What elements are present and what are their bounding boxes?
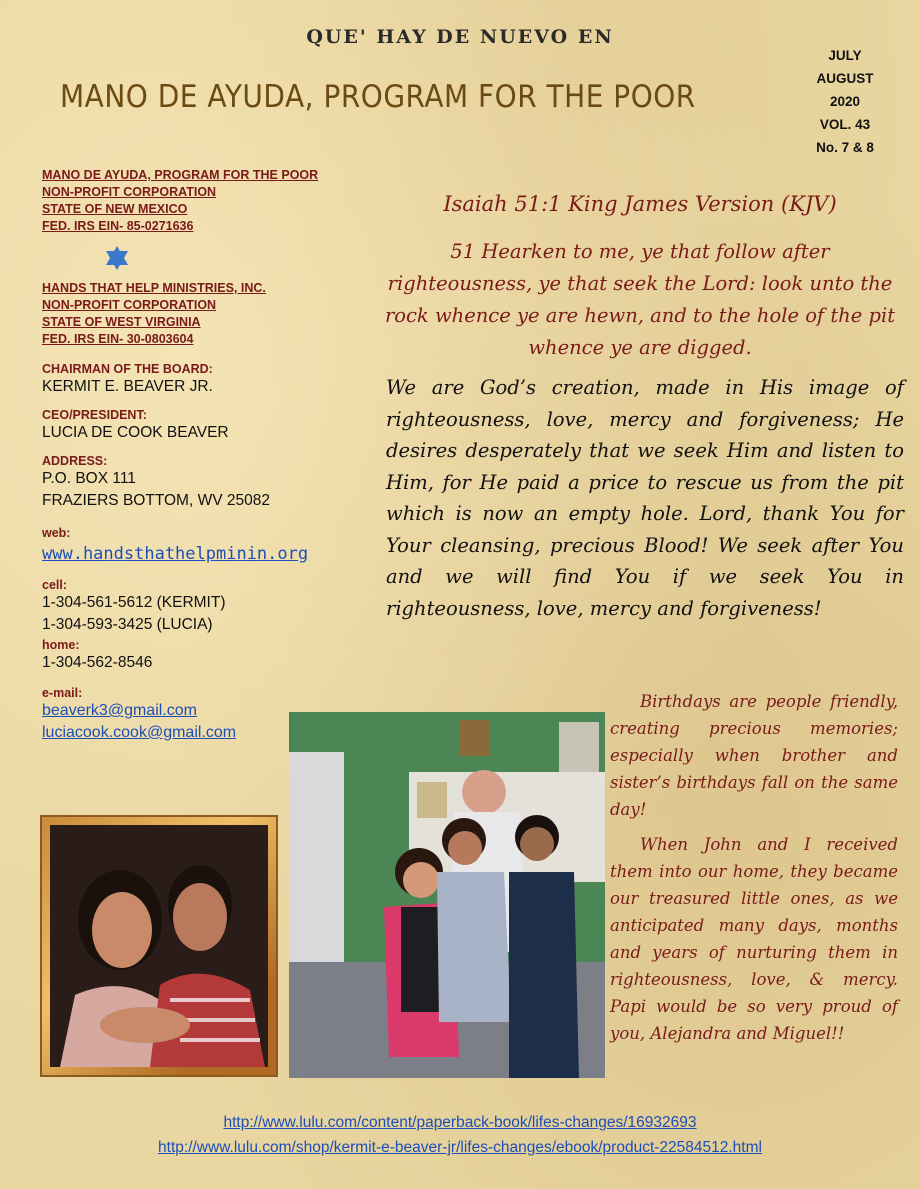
issue-date-block	[790, 44, 900, 159]
address-line-1: P.O. BOX 111	[42, 470, 136, 487]
website-link[interactable]: www.handsthathelpminin.org	[42, 544, 309, 564]
web-label: web:	[42, 526, 71, 540]
book-link-paperback[interactable]: http://www.lulu.com/content/paperback-book/lifes-changes/16932693	[223, 1114, 697, 1131]
org1-ein: FED. IRS EIN- 85-0271636	[42, 219, 194, 233]
home-label: home:	[42, 638, 80, 652]
family-photo	[289, 712, 605, 1078]
email-link-1[interactable]: beaverk3@gmail.com	[42, 702, 197, 719]
issue-month-1: JULY	[828, 48, 862, 63]
address-line-2: FRAZIERS BOTTOM, WV 25082	[42, 492, 270, 509]
issue-volume: VOL. 43	[819, 117, 871, 132]
newsletter-banner: QUE' HAY DE NUEVO EN	[306, 26, 614, 48]
page-title: MANO DE AYUDA, PROGRAM FOR THE POOR	[60, 78, 696, 115]
footer-links	[60, 1110, 860, 1160]
birthday-note	[610, 688, 898, 1055]
issue-number: No. 7 & 8	[816, 140, 874, 155]
org1-block	[42, 167, 352, 235]
family-photo-illustration	[289, 712, 605, 1078]
sibling-photo-image	[50, 825, 268, 1067]
issue-month-2: AUGUST	[816, 71, 874, 86]
home-phone: 1-304-562-8546	[42, 654, 153, 671]
cell-label: cell:	[42, 578, 68, 592]
siblings-photo-illustration	[50, 825, 268, 1067]
org2-ein: FED. IRS EIN- 30-0803604	[42, 332, 194, 346]
chairman-label: CHAIRMAN OF THE BOARD:	[42, 362, 213, 376]
verse-title: Isaiah 51:1 King James Version (KJV)	[443, 192, 837, 216]
devotional-text: We are God’s creation, made in His image of righteousness, love, mercy and forgiveness; He desires desperately that we seek Him and listen to Him, for He paid a price to rescue us from the pit which is now an empty hole. Lord, thank You for Your cleansing, precious Blood! We seek after You and we will find You if we seek You in righteousness, love, mercy and forgiveness!	[386, 376, 904, 620]
cell-kermit: 1-304-561-5612 (KERMIT)	[42, 594, 226, 611]
sibling-photo	[40, 815, 278, 1077]
birthday-paragraph-2: When John and I received them into our home, they became our treasured little ones, as we anticipated many days, months and years of nurturing them in righteousness, love, & mercy. Papi would be so very proud of you, Alejandra and Miguel!!	[610, 835, 898, 1043]
sidebar	[42, 167, 352, 744]
address-label: ADDRESS:	[42, 454, 108, 468]
org2-block	[42, 280, 352, 348]
issue-year: 2020	[829, 94, 861, 109]
email-link-2[interactable]: luciacook.cook@gmail.com	[42, 724, 237, 741]
org1-type: NON-PROFIT CORPORATION	[42, 185, 217, 199]
org1-name: MANO DE AYUDA, PROGRAM FOR THE POOR	[42, 168, 319, 182]
org2-name: HANDS THAT HELP MINISTRIES, INC.	[42, 281, 266, 295]
book-link-ebook[interactable]: http://www.lulu.com/shop/kermit-e-beaver-jr/lifes-changes/ebook/product-22584512.html	[158, 1139, 762, 1156]
verse-text: 51 Hearken to me, ye that follow after righteousness, ye that seek the Lord: look unto the rock whence ye are hewn, and to the hole of the pit whence ye are digged.	[384, 240, 896, 359]
org2-state: STATE OF WEST VIRGINIA	[42, 315, 201, 329]
chairman-name: KERMIT E. BEAVER JR.	[42, 378, 213, 395]
org1-state: STATE OF NEW MEXICO	[42, 202, 188, 216]
star-of-david-icon	[104, 245, 130, 271]
cell-lucia: 1-304-593-3425 (LUCIA)	[42, 616, 213, 633]
email-label: e-mail:	[42, 686, 83, 700]
birthday-paragraph-1: Birthdays are people friendly, creating precious memories; especially when brother and sister’s birthdays fall on the same day!	[610, 692, 898, 819]
org2-type: NON-PROFIT CORPORATION	[42, 298, 217, 312]
ceo-label: CEO/PRESIDENT:	[42, 408, 147, 422]
ceo-name: LUCIA DE COOK BEAVER	[42, 424, 229, 441]
